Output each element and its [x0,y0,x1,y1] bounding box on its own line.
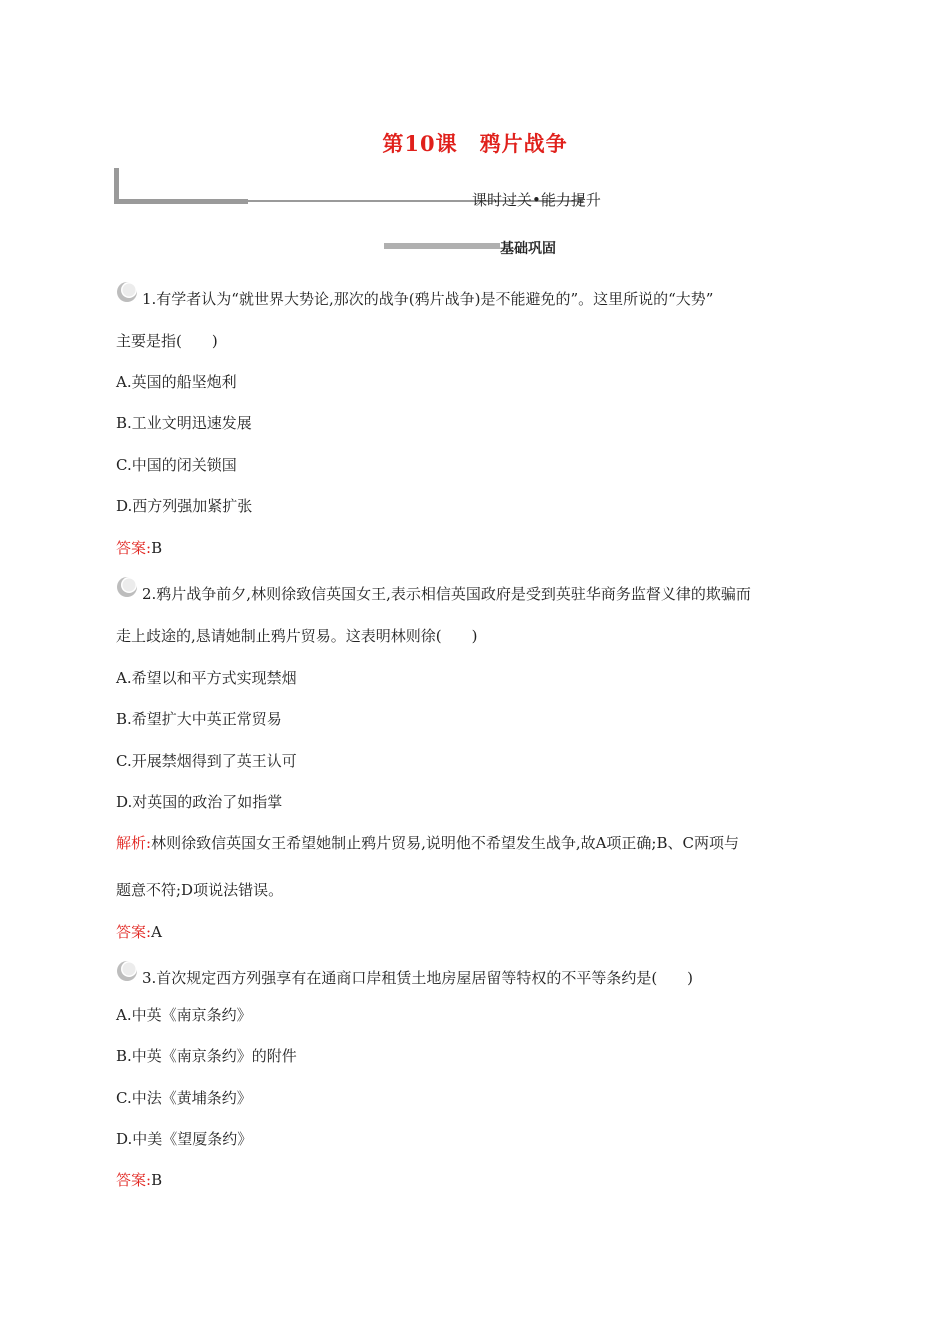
question-1-option-c: C.中国的闭关锁国 [116,456,237,474]
question-2-text-cont: 走上歧途的,恳请她制止鸦片贸易。这表明林则徐( ) [116,627,478,645]
question-2-option-b: B.希望扩大中英正常贸易 [116,710,282,728]
question-3-option-a: A.中英《南京条约》 [116,1006,252,1024]
answer-value: B [151,1171,163,1189]
question-2-option-d: D.对英国的政治了如指掌 [116,793,283,811]
question-1-option-a: A.英国的船坚炮利 [116,373,237,391]
question-3-text: 3.首次规定西方列强享有在通商口岸租赁土地房屋居留等特权的不平等条约是( ) [142,969,694,987]
answer-label: 答案: [116,1171,152,1189]
question-marker-icon [116,281,138,303]
page-title: 第10课 鸦片战争 [382,131,568,156]
question-3-answer [116,1169,162,1190]
section-label: 课时过关•能力提升 [472,191,601,209]
answer-label: 答案: [116,539,152,557]
analysis-text: 林则徐致信英国女王希望她制止鸦片贸易,说明他不希望发生战争,故A项正确;B、C两项与 [151,834,739,852]
question-2-analysis-cont: 题意不符;D项说法错误。 [116,881,284,899]
question-2-text: 2.鸦片战争前夕,林则徐致信英国女王,表示相信英国政府是受到英驻华商务监督义律的欺骗而 [142,585,751,603]
section-divider [114,168,474,206]
question-2-option-c: C.开展禁烟得到了英王认可 [116,752,297,770]
answer-value: B [151,539,163,557]
question-1-answer [116,537,162,558]
question-1-text: 1.有学者认为“就世界大势论,那次的战争(鸦片战争)是不能避免的”。这里所说的“大势” [142,290,714,308]
divider-thick [114,199,248,204]
answer-value: A [151,923,162,941]
question-3-option-d: D.中美《望厦条约》 [116,1130,253,1148]
answer-label: 答案: [116,923,152,941]
sub-section-label: 基础巩固 [500,241,556,257]
sub-section-bar [384,243,500,249]
analysis-label: 解析: [116,834,152,852]
question-2-option-a: A.希望以和平方式实现禁烟 [116,669,297,687]
question-1-option-b: B.工业文明迅速发展 [116,414,252,432]
question-3-option-b: B.中英《南京条约》的附件 [116,1047,297,1065]
question-2-answer [116,921,162,942]
question-2-analysis [116,832,739,853]
question-marker-icon [116,960,138,982]
question-marker-icon [116,576,138,598]
question-1-text-cont: 主要是指( ) [116,332,218,350]
question-1-option-d: D.西方列强加紧扩张 [116,497,253,515]
question-3-option-c: C.中法《黄埔条约》 [116,1089,252,1107]
